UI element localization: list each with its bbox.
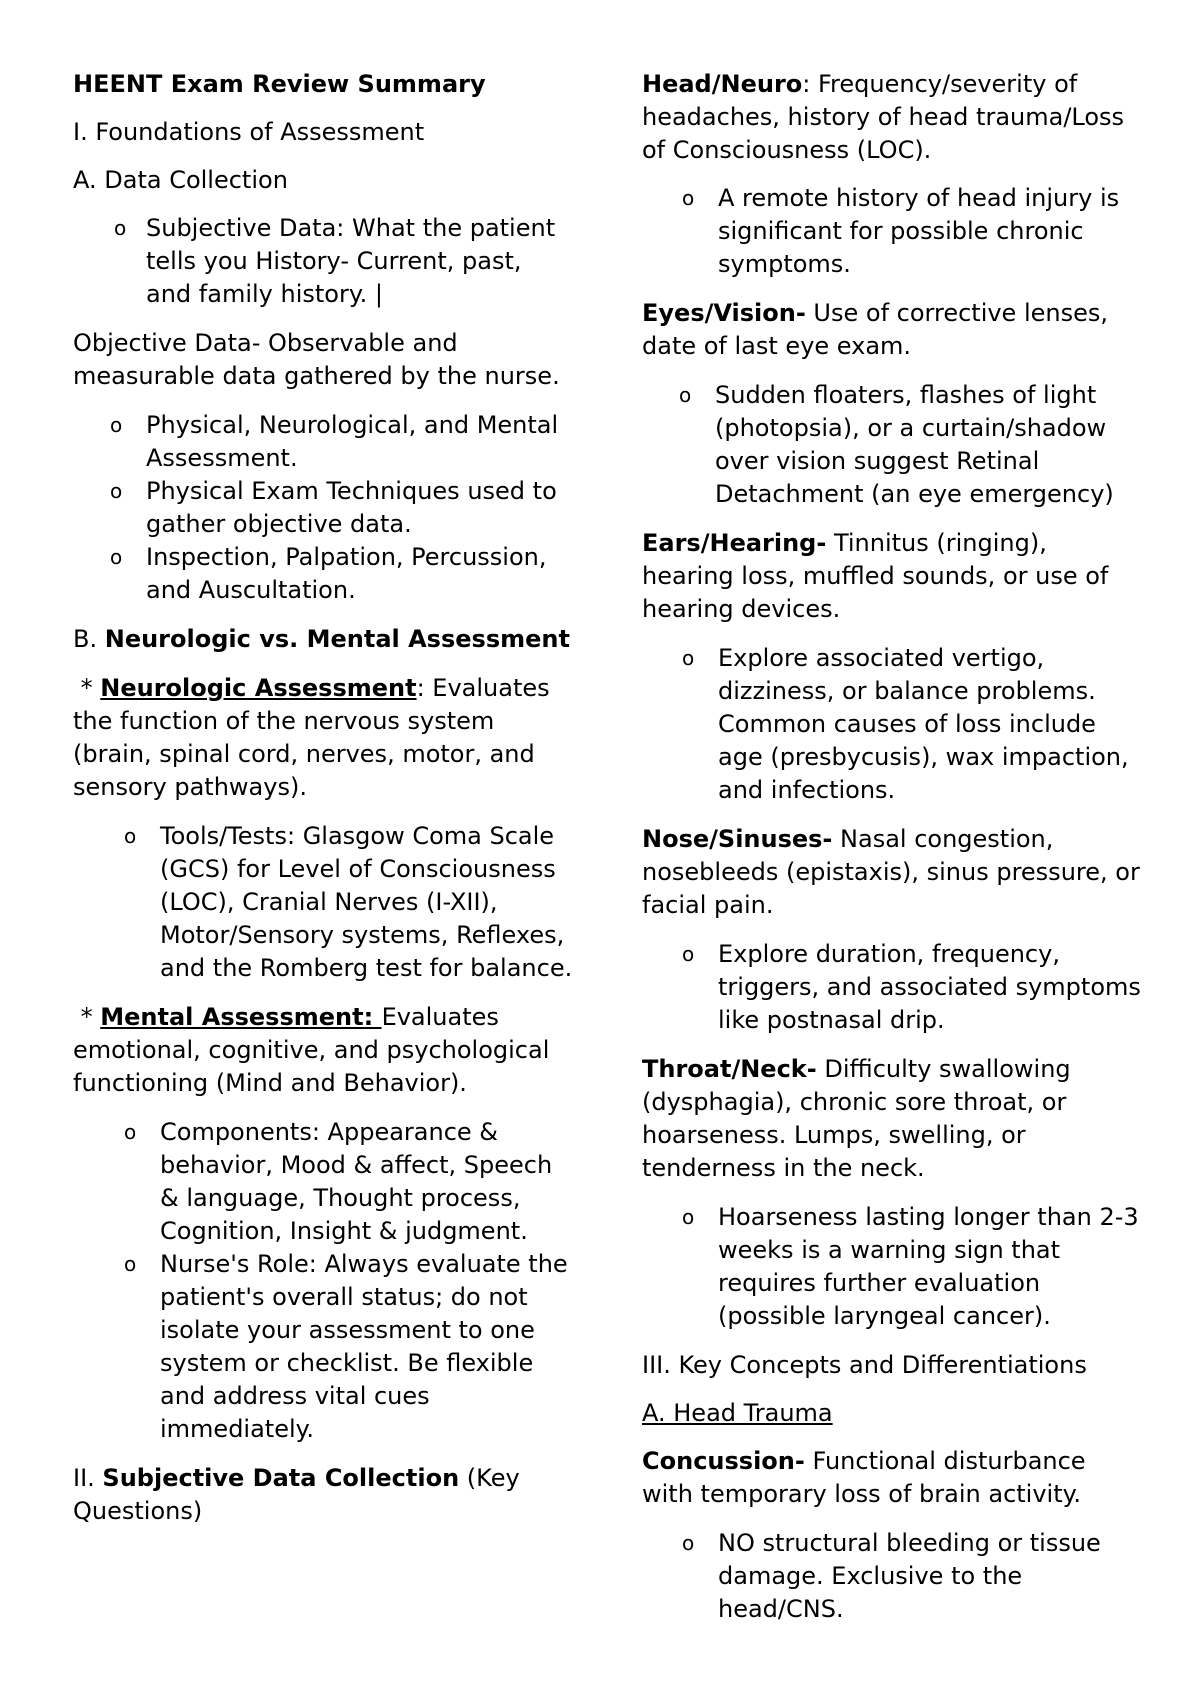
paragraph-concussion (642, 1445, 1142, 1511)
section-heading-bold: Subjective Data Collection (102, 1464, 460, 1492)
subheading-data-collection: A. Data Collection (73, 166, 288, 194)
list-item (73, 409, 573, 475)
list-item-text: Inspection, Palpation, Percussion, and Auscultation. (146, 543, 547, 604)
list-item (73, 820, 573, 985)
bullet-icon: o (110, 545, 123, 569)
throat-neck-label: Throat/Neck- (642, 1055, 817, 1083)
list-item (73, 1248, 573, 1446)
section-prefix: II. (73, 1464, 103, 1492)
head-neuro-text: : Frequency/severity of headaches, history of head trauma/Loss of Consciousness (LOC). (642, 70, 1125, 164)
section-prefix: B. (73, 625, 105, 653)
list-item (642, 938, 1142, 1037)
list-item (642, 182, 1142, 281)
section-heading-foundations: I. Foundations of Assessment (73, 118, 425, 146)
list-item (642, 642, 1142, 807)
list-item (73, 1116, 573, 1248)
throat-neck-text: Difficulty swallowing (dysphagia), chronic sore throat, or hoarseness. Lumps, swelling, or tenderness in the neck. (642, 1055, 1071, 1182)
bullet-icon: o (114, 216, 127, 240)
section-heading-bold: Neurologic vs. Mental Assessment (104, 625, 570, 653)
list-item-text: Physical Exam Techniques used to gather objective data. (146, 477, 557, 538)
list-item (73, 541, 573, 607)
document-title: HEENT Exam Review Summary (73, 70, 486, 98)
list-item-text: Explore duration, frequency, triggers, and associated symptoms like postnasal drip. (718, 940, 1141, 1034)
star-marker: * (73, 674, 101, 702)
list-item-text: Components: Appearance & behavior, Mood & affect, Speech & language, Thought process, Cognition, Insight & judgment. (160, 1118, 553, 1245)
list-item (642, 379, 1142, 511)
neurologic-text: : Evaluates the function of the nervous system (brain, spinal cord, nerves, motor, and sensory pathways). (73, 674, 550, 801)
concussion-label: Concussion- (642, 1447, 805, 1475)
list-item-text: Explore associated vertigo, dizziness, or balance problems. Common causes of loss include age (presbycusis), wax impaction, and infections. (718, 644, 1129, 804)
paragraph-neurologic (73, 672, 573, 804)
bullet-icon: o (110, 479, 123, 503)
ears-hearing-text: Tinnitus (ringing), hearing loss, muffled sounds, or use of hearing devices. (642, 529, 1109, 623)
list-item-text: Tools/Tests: Glasgow Coma Scale (GCS) for Level of Consciousness (LOC), Cranial Nerves (I-XII), Motor/Sensory systems, Reflexes, and the Romberg test for balance. (160, 822, 573, 982)
bullet-icon: o (682, 186, 695, 210)
paragraph-objective-data: Objective Data- Observable and measurable data gathered by the nurse. (73, 329, 560, 390)
list-item-text: Subjective Data: What the patient tells you History- Current, past, and family history. | (146, 214, 556, 308)
bullet-icon: o (679, 383, 692, 407)
section-heading-key-concepts: III. Key Concepts and Differentiations (642, 1351, 1087, 1379)
neurologic-label: Neurologic Assessment (100, 674, 417, 702)
nose-sinuses-text: Nasal congestion, nosebleeds (epistaxis), sinus pressure, or facial pain. (642, 825, 1140, 919)
mental-text: Evaluates emotional, cognitive, and psychological functioning (Mind and Behavior). (73, 1003, 550, 1097)
list-item-text: Physical, Neurological, and Mental Assessment. (146, 411, 559, 472)
bullet-icon: o (682, 646, 695, 670)
bullet-icon: o (682, 1205, 695, 1229)
paragraph-mental (73, 1001, 573, 1100)
list-item (642, 1201, 1142, 1333)
bullet-icon: o (682, 942, 695, 966)
list-item (73, 212, 573, 311)
section-heading-rest: (Key Questions) (73, 1464, 520, 1525)
list-item-text: Hoarseness lasting longer than 2-3 weeks is a warning sign that requires further evaluation (possible laryngeal cancer). (718, 1203, 1139, 1330)
bullet-icon: o (124, 1252, 137, 1276)
section-heading-subjective (73, 1462, 573, 1528)
bullet-icon: o (682, 1531, 695, 1555)
star-marker: * (73, 1003, 101, 1031)
bullet-icon: o (124, 1120, 137, 1144)
paragraph-eyes-vision (642, 297, 1142, 363)
list-item (642, 1527, 1142, 1626)
right-column (642, 68, 1142, 1626)
list-item-text: Nurse's Role: Always evaluate the patient's overall status; do not isolate your assessment to one system or checklist. Be flexible and address vital cues immediately. (160, 1250, 568, 1443)
paragraph-nose-sinuses (642, 823, 1142, 922)
head-neuro-label: Head/Neuro (642, 70, 803, 98)
concussion-text: Functional disturbance with temporary loss of brain activity. (642, 1447, 1086, 1508)
list-item (73, 475, 573, 541)
head-trauma-heading: A. Head Trauma (642, 1399, 833, 1427)
paragraph-head-neuro (642, 68, 1142, 167)
subheading-head-trauma (642, 1397, 1142, 1430)
list-item-text: NO structural bleeding or tissue damage. Exclusive to the head/CNS. (718, 1529, 1101, 1623)
list-item-text: A remote history of head injury is significant for possible chronic symptoms. (718, 184, 1120, 278)
eyes-vision-label: Eyes/Vision- (642, 299, 806, 327)
section-heading-neuro-vs-mental (73, 623, 573, 656)
list-item-text: Sudden floaters, flashes of light (photopsia), or a curtain/shadow over vision suggest Retinal Detachment (an eye emergency) (715, 381, 1114, 508)
paragraph-ears-hearing (642, 527, 1142, 626)
bullet-icon: o (124, 824, 137, 848)
bullet-icon: o (110, 413, 123, 437)
eyes-vision-text: Use of corrective lenses, date of last eye exam. (642, 299, 1108, 360)
ears-hearing-label: Ears/Hearing- (642, 529, 827, 557)
nose-sinuses-label: Nose/Sinuses- (642, 825, 833, 853)
mental-label: Mental Assessment: (100, 1003, 382, 1031)
paragraph-throat-neck (642, 1053, 1142, 1185)
left-column (73, 68, 573, 1544)
